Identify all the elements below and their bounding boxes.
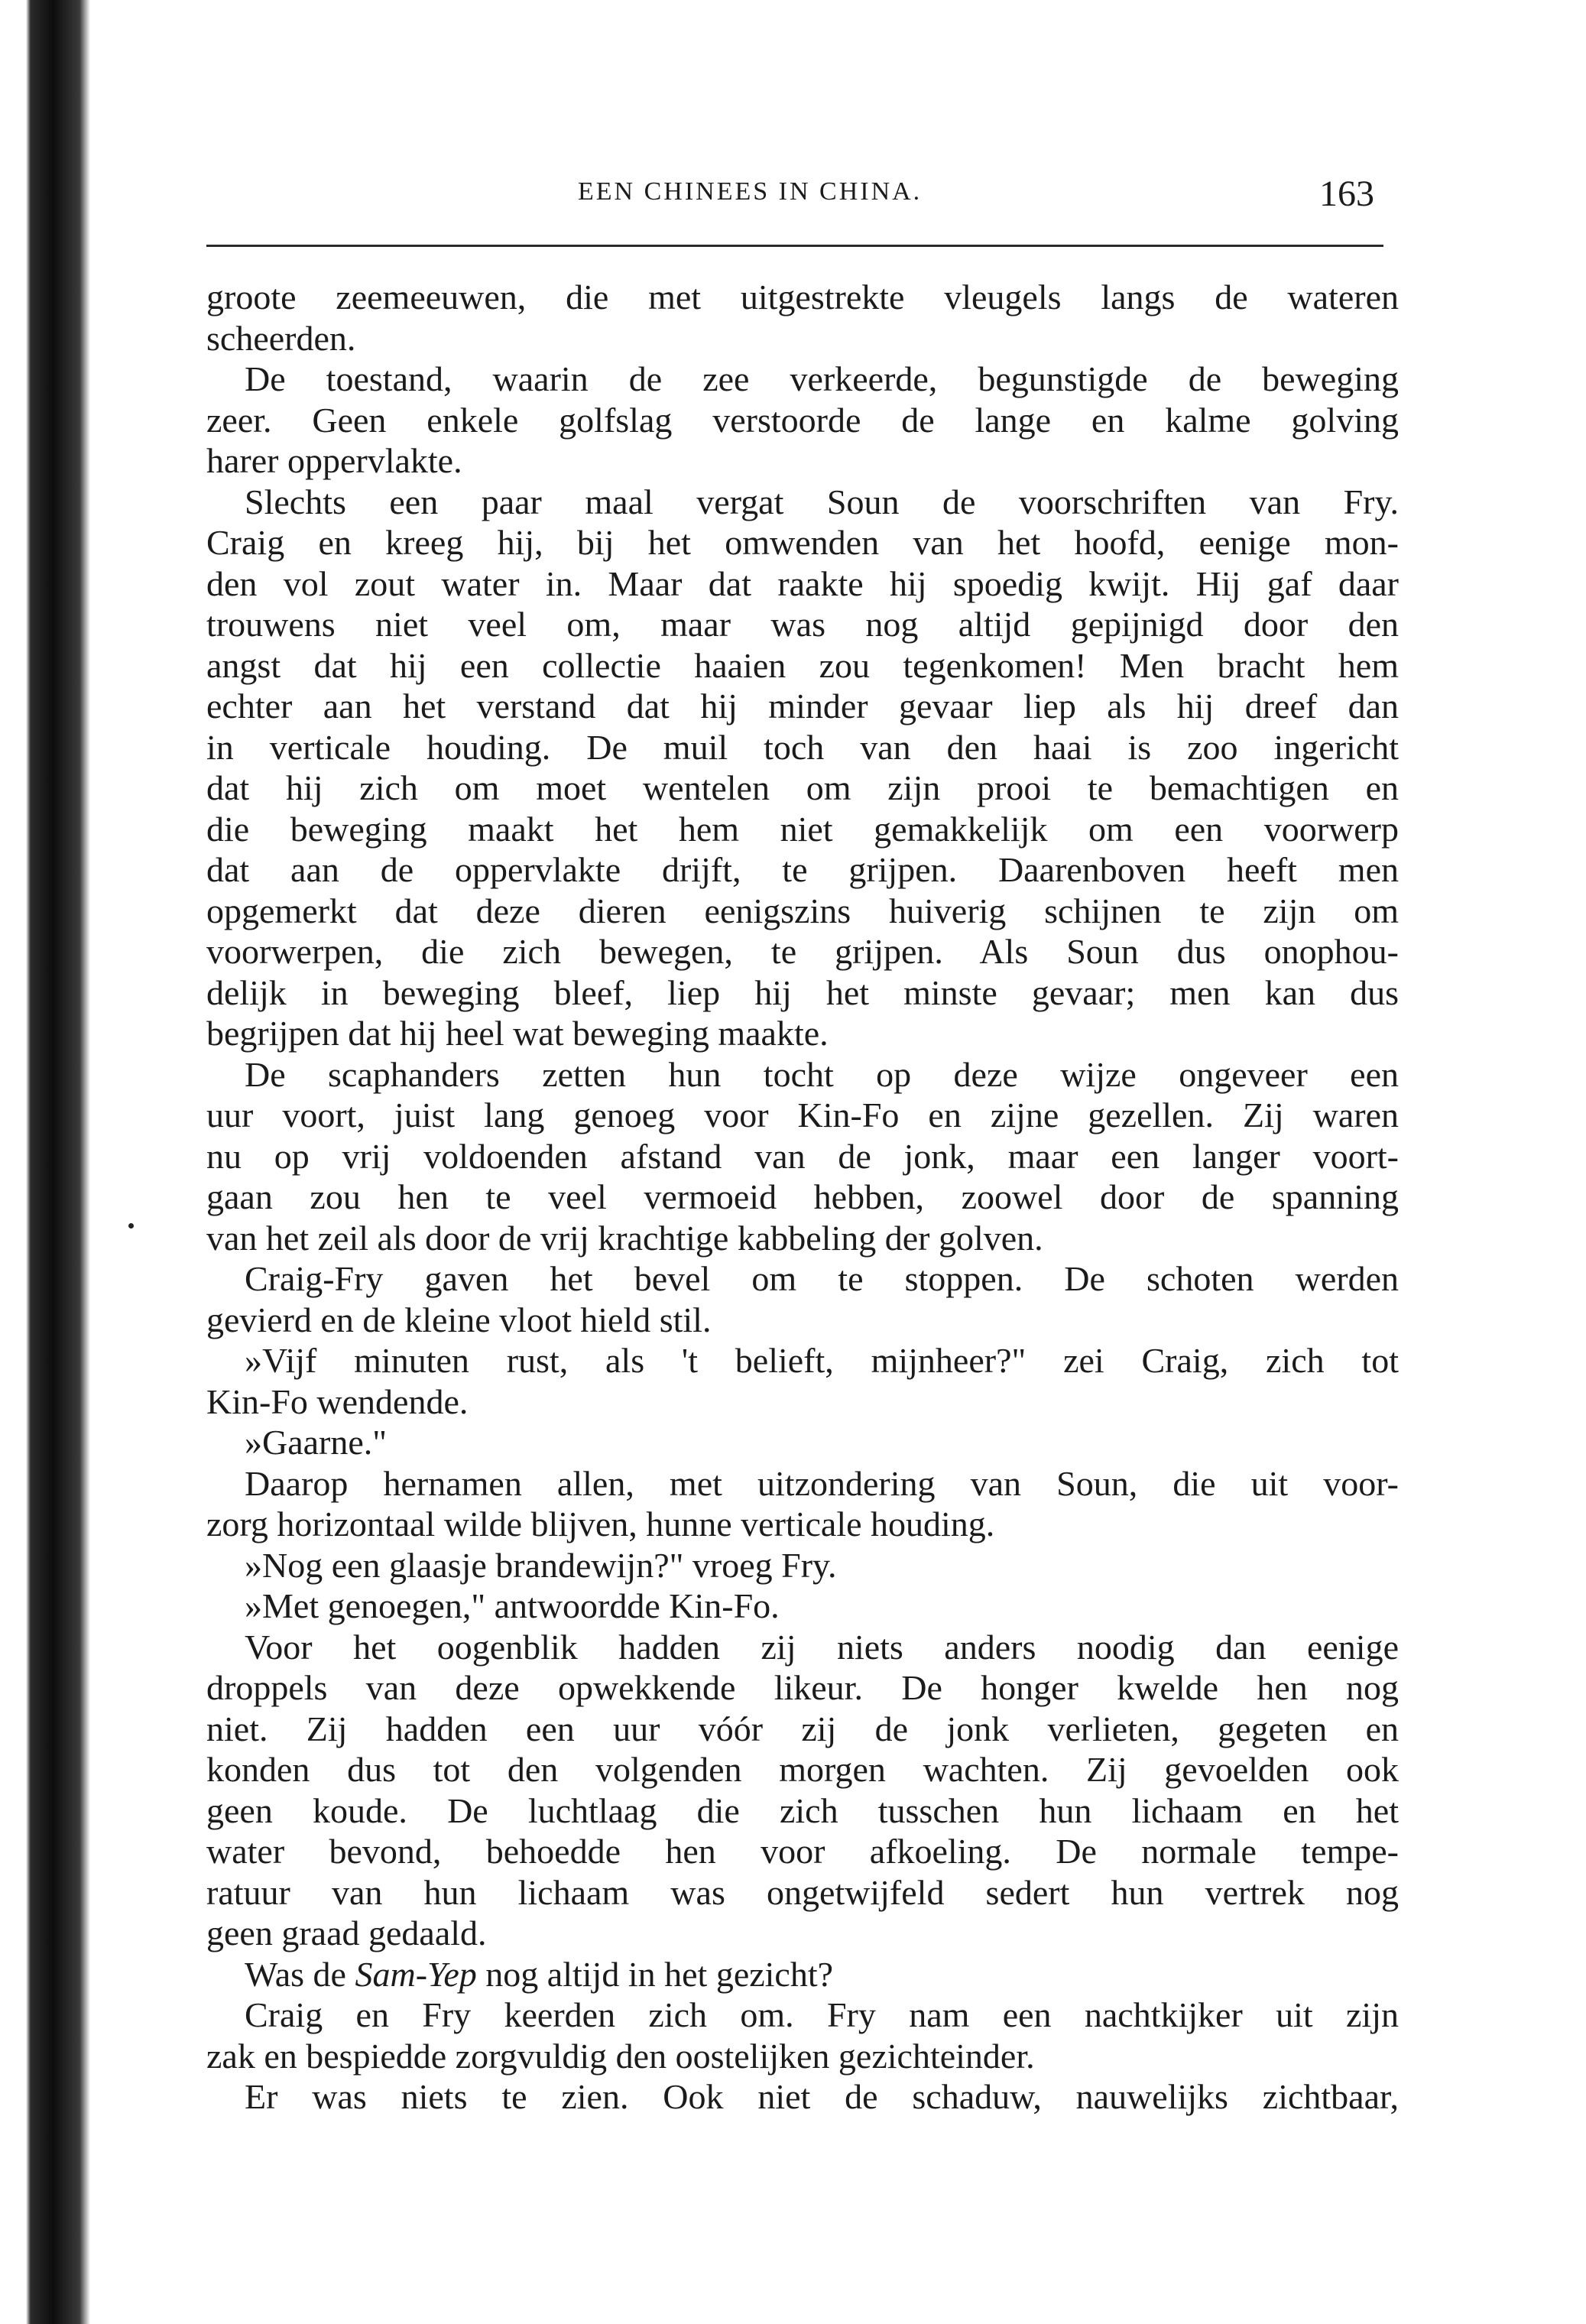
text-line: echter aan het verstand dat hij minder gevaar liep als hij dreef dan [206, 686, 1399, 725]
text-line: konden dus tot den volgenden morgen wachten. Zij gevoelden ook [206, 1750, 1399, 1789]
text-line: begrijpen dat hij heel wat beweging maakte. [206, 1014, 829, 1053]
margin-speck [128, 1223, 134, 1229]
text-line: Er was niets te zien. Ook niet de schaduw, nauwelijks zichtbaar, [245, 2077, 1399, 2116]
text-line: opgemerkt dat deze dieren eenigszins huiverig schijnen te zijn om [206, 891, 1399, 930]
text-line: dat hij zich om moet wentelen om zijn prooi te bemachtigen en [206, 768, 1399, 807]
text-run: nog altijd in het gezicht? [476, 1954, 834, 1994]
text-line: »Gaarne." [245, 1423, 388, 1462]
text-line: in verticale houding. De muil toch van den haai is zoo ingericht [206, 727, 1399, 767]
book-spine-shadow [0, 0, 92, 2324]
text-line: Craig en kreeg hij, bij het omwenden van het hoofd, eenige mon- [206, 523, 1399, 562]
text-line: Craig-Fry gaven het bevel om te stoppen. De schoten werden [245, 1259, 1399, 1298]
text-line: delijk in beweging bleef, liep hij het minste gevaar; men kan dus [206, 972, 1399, 1012]
text-line: groote zeemeeuwen, die met uitgestrekte vleugels langs de wateren [206, 278, 1399, 316]
text-line: niet. Zij hadden een uur vóór zij de jonk verlieten, gegeten en [206, 1709, 1399, 1748]
text-line: scheerden. [206, 318, 356, 358]
page-number: 163 [1319, 174, 1374, 214]
text-line: voorwerpen, die zich bewegen, te grijpen. Als Soun dus onophou- [206, 932, 1399, 971]
text-line: ratuur van hun lichaam was ongetwijfeld sedert hun vertrek nog [206, 1872, 1399, 1912]
text-line [206, 1954, 1399, 1995]
text-line: die beweging maakt het hem niet gemakkelijk om een voorwerp [206, 809, 1399, 849]
text-line: zorg horizontaal wilde blijven, hunne verticale houding. [206, 1504, 995, 1543]
text-run: Was de [245, 1954, 355, 1994]
text-line: uur voort, juist lang genoeg voor Kin-Fo en zijne gezellen. Zij waren [206, 1095, 1399, 1134]
text-line: harer oppervlakte. [206, 441, 462, 480]
text-line: De scaphanders zetten hun tocht op deze wijze ongeveer een [245, 1054, 1399, 1094]
text-line: nu op vrij voldoenden afstand van de jonk, maar een langer voort- [206, 1136, 1399, 1176]
text-line: »Met genoegen," antwoordde Kin-Fo. [245, 1586, 780, 1625]
text-line: droppels van deze opwekkende likeur. De honger kwelde hen nog [206, 1668, 1399, 1707]
text-line: »Nog een glaasje brandewijn?" vroeg Fry. [245, 1545, 837, 1585]
text-line: zak en bespiedde zorgvuldig den oostelijken gezichteinder. [206, 2036, 1035, 2076]
header-rule [206, 245, 1383, 247]
text-line: water bevond, behoedde hen voor afkoeling. De normale tempe- [206, 1832, 1399, 1871]
text-line: van het zeil als door de vrij krachtige kabbeling der golven. [206, 1218, 1043, 1258]
text-line: Craig en Fry keerden zich om. Fry nam een nachtkijker uit zijn [245, 1995, 1399, 2034]
text-line: »Vijf minuten rust, als 't belieft, mijnheer?" zei Craig, zich tot [245, 1341, 1399, 1380]
text-line: angst dat hij een collectie haaien zou tegenkomen! Men bracht hem [206, 645, 1399, 685]
text-line: Voor het oogenblik hadden zij niets anders noodig dan eenige [245, 1627, 1399, 1667]
page-header [206, 173, 1383, 226]
text-line: geen koude. De luchtlaag die zich tusschen hun lichaam en het [206, 1790, 1399, 1830]
text-line: gevierd en de kleine vloot hield stil. [206, 1300, 712, 1339]
text-line: trouwens niet veel om, maar was nog altijd gepijnigd door den [206, 605, 1399, 644]
ship-name: Sam-Yep [355, 1954, 477, 1994]
text-line: De toestand, waarin de zee verkeerde, begunstigde de beweging [245, 359, 1399, 398]
text-line: gaan zou hen te veel vermoeid hebben, zoowel door de spanning [206, 1177, 1399, 1216]
text-line: dat aan de oppervlakte drijft, te grijpen. Daarenboven heeft men [206, 850, 1399, 889]
text-line: zeer. Geen enkele golfslag verstoorde de lange en kalme golving [206, 400, 1399, 440]
text-line: Kin-Fo wendende. [206, 1381, 469, 1421]
text-line: Daarop hernamen allen, met uitzondering van Soun, die uit voor- [245, 1463, 1399, 1503]
text-line: geen graad gedaald. [206, 1913, 487, 1952]
text-line: Slechts een paar maal vergat Soun de voorschriften van Fry. [245, 482, 1399, 521]
body-text [206, 277, 1399, 2118]
text-line: den vol zout water in. Maar dat raakte hij spoedig kwijt. Hij gaf daar [206, 563, 1399, 603]
running-title: EEN CHINEES IN CHINA. [578, 177, 923, 206]
